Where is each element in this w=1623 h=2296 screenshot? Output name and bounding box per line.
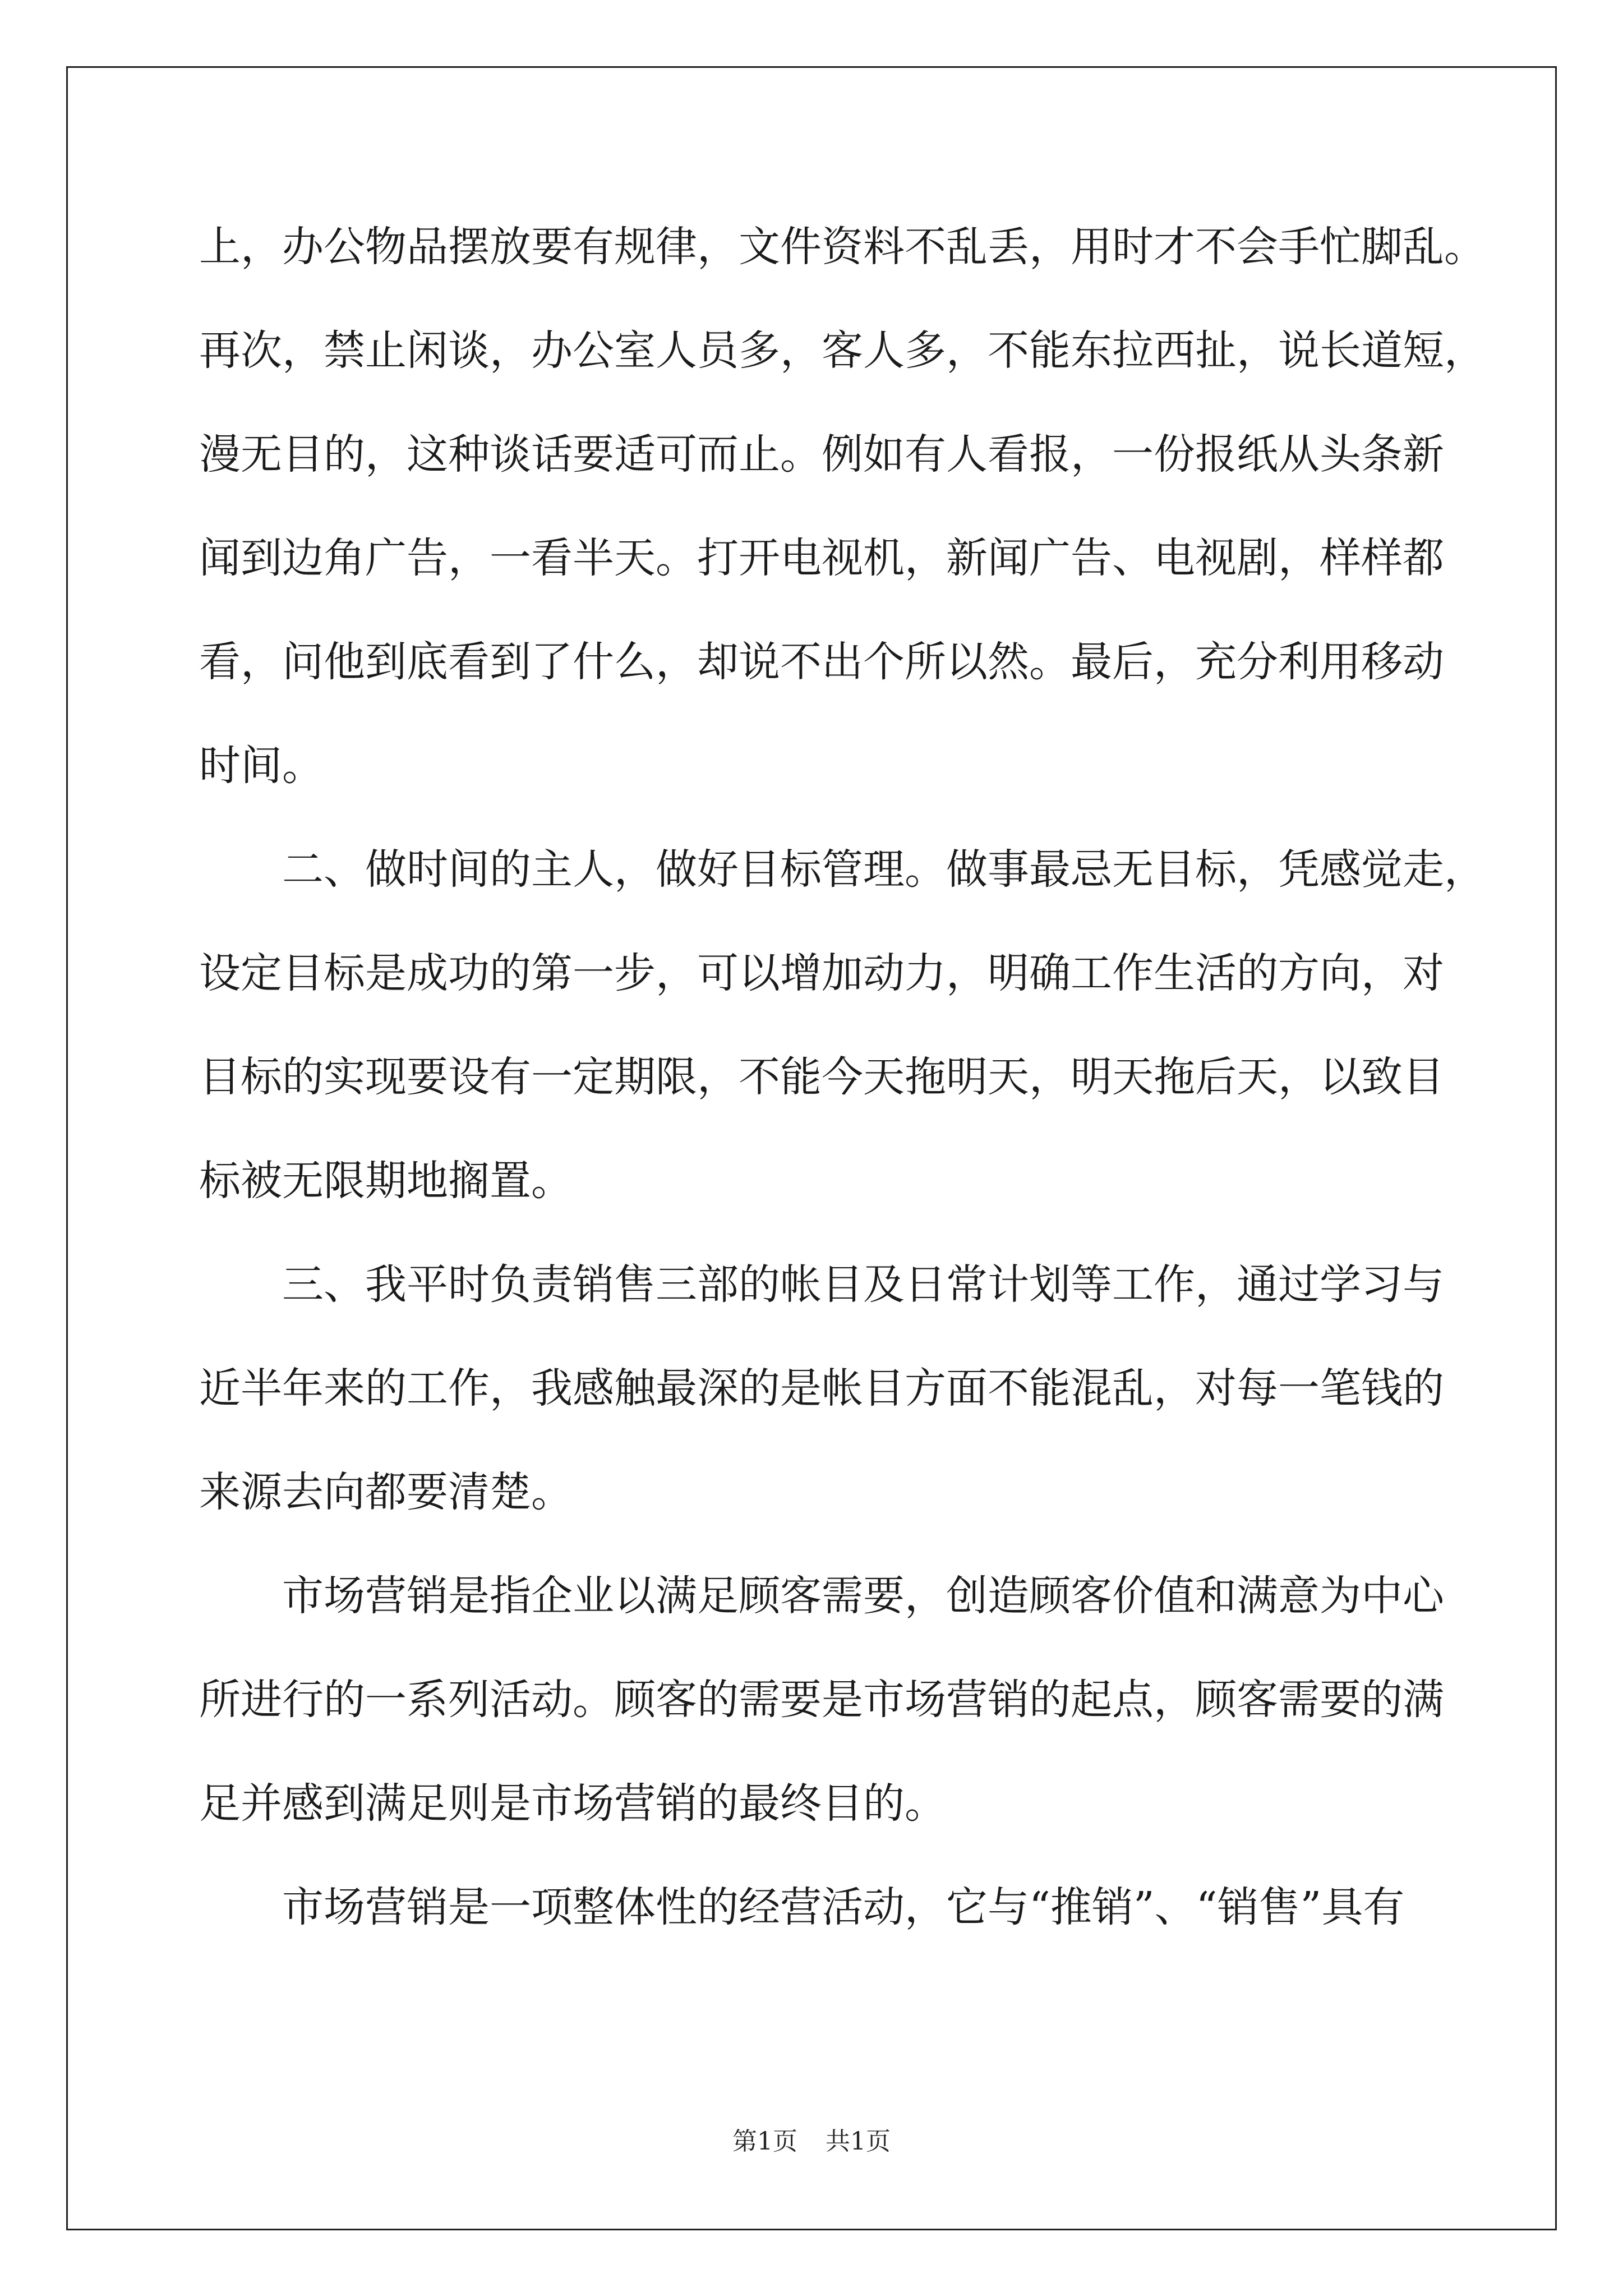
page-number-total: 共1页	[826, 2127, 891, 2156]
text-line: 闻到边角广告，一看半天。打开电视机，新闻广告、电视剧，样样都	[199, 534, 1444, 582]
paragraph-first-line: 市场营销是一项整体性的经营活动，它与“推销”、“销售”具有	[282, 1883, 1405, 1931]
text-line: 漫无目的，这种谈话要适可而止。例如有人看报，一份报纸从头条新	[199, 430, 1444, 478]
paragraph-first-line: 二、做时间的主人，做好目标管理。做事最忌无目标，凭感觉走，	[282, 845, 1486, 894]
page-number-current: 第1页	[732, 2127, 797, 2156]
text-line: 再次，禁止闲谈，办公室人员多，客人多，不能东拉西扯，说长道短，	[199, 326, 1486, 375]
text-line: 设定目标是成功的第一步，可以增加动力，明确工作生活的方向，对	[199, 949, 1444, 997]
paragraph-first-line: 市场营销是指企业以满足顾客需要，创造顾客价值和满意为中心	[282, 1572, 1444, 1620]
text-line: 上，办公物品摆放要有规律，文件资料不乱丢，用时才不会手忙脚乱。	[199, 223, 1486, 271]
text-line: 近半年来的工作，我感触最深的是帐目方面不能混乱，对每一笔钱的	[199, 1364, 1444, 1412]
text-line: 目标的实现要设有一定期限，不能今天拖明天，明天拖后天，以致目	[199, 1053, 1444, 1101]
document-body	[199, 195, 1486, 1959]
text-line: 所进行的一系列活动。顾客的需要是市场营销的起点，顾客需要的满	[199, 1676, 1444, 1724]
page-footer	[0, 2125, 1623, 2159]
text-line: 足并感到满足则是市场营销的最终目的。	[199, 1779, 946, 1828]
paragraph-first-line: 三、我平时负责销售三部的帐目及日常计划等工作，通过学习与	[282, 1260, 1444, 1309]
text-line: 标被无限期地搁置。	[199, 1157, 573, 1205]
text-line: 来源去向都要清楚。	[199, 1468, 573, 1516]
text-line: 时间。	[199, 742, 324, 790]
text-line: 看，问他到底看到了什么，却说不出个所以然。最后，充分利用移动	[199, 638, 1444, 686]
